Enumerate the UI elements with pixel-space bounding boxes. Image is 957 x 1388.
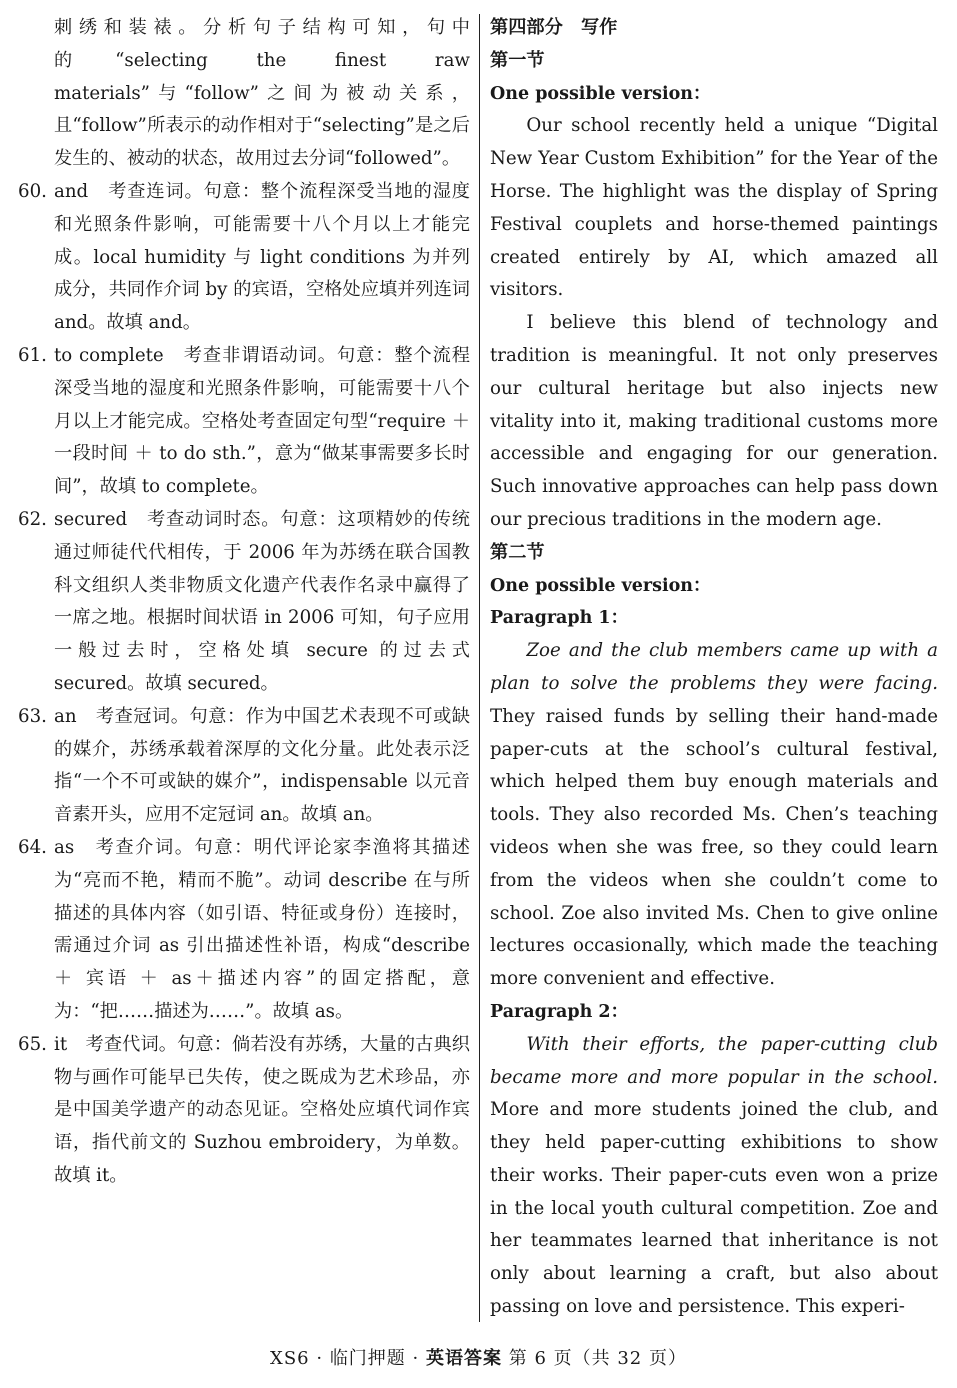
item-text: as 考查介词。句意：明代评论家李渔将其描述为“亮而不艳，精而不脆”。动词 describe 在与所描述的具体内容（如引语、特征或身份）连接时，需通过介词 as 引出描述性补语，构成“describe ＋ 宾语 ＋ as＋描述内容”的固定搭配，意为：“把……描述为……”。故填 as。	[54, 836, 470, 1022]
paragraph-2-label: Paragraph 2：	[490, 1001, 629, 1022]
paragraph-2	[490, 1029, 938, 1324]
answer-item-60	[18, 176, 470, 340]
paragraph-1-body: They raised funds by selling their hand-made paper-cuts at the school’s cultural festival, which helped them buy enough materials and tools. They also recorded Ms. Chen’s teaching videos when she was free, so they could learn from the videos when she couldn’t come to school. Zoe also invited Ms. Chen to give online lectures occasionally, which made the teaching more convenient and effective.	[490, 705, 938, 990]
right-column	[490, 12, 938, 1324]
item-text: secured 考查动词时态。句意：这项精妙的传统通过师徒代代相传，于 2006 年为苏绣在联合国教科文组织人类非物质文化遗产代表作名录中赢得了一席之地。根据时间状语 in 2006 可知，句子应用一般过去时，空格处填 secure 的过去式 secured。故填 secured。	[54, 508, 470, 694]
answer-item-62	[18, 504, 470, 701]
item-text: it 考查代词。句意：倘若没有苏绣，大量的古典织物与画作可能早已失传，使之既成为艺术珍品，亦是中国美学遗产的动态见证。空格处应填代词作宾语，指代前文的 Suzhou embroidery，为单数。故填 it。	[54, 1033, 470, 1186]
item-number: 60.	[18, 180, 47, 202]
item-number: 64.	[18, 836, 47, 858]
left-column	[18, 12, 470, 1193]
item-number: 62.	[18, 508, 47, 530]
answer-item-61	[18, 340, 470, 504]
item-number: 61.	[18, 344, 47, 366]
column-divider	[479, 14, 480, 1322]
part-title: 第四部分 写作	[490, 17, 618, 38]
item-number: 63.	[18, 705, 47, 727]
item-text: an 考查冠词。句意：作为中国艺术表现不可或缺的媒介，苏绣承载着深厚的文化分量。此处表示泛指“一个不可或缺的媒介”，indispensable 以元音音素开头，应用不定冠词 an。故填 an。	[54, 705, 470, 826]
paragraph-1-lead: Zoe and the club members came up with a plan to solve the problems they were facing.	[490, 640, 938, 694]
answer-item-65	[18, 1029, 470, 1193]
section-2-version-label: One possible version：	[490, 575, 711, 596]
answer-item-64	[18, 832, 470, 1029]
footer-series: 临门押题	[329, 1348, 406, 1369]
item-text: and 考查连词。句意：整个流程深受当地的湿度和光照条件影响，可能需要十八个月以上才能完成。local humidity 与 light conditions 为并列成分，共同作介词 by 的宾语，空格处应填并列连词 and。故填 and。	[54, 180, 470, 334]
section-1-title: 第一节	[490, 49, 545, 71]
paragraph-2-body: More and more students joined the club, and they held paper-cutting exhibitions to show their works. Their paper-cuts even won a prize in the local youth cultural competition. Zoe and her teammates learned that inheritance is not only about learning a craft, but also about passing on love and persistence. This experi-	[490, 1099, 938, 1318]
section-1-version-label: One possible version：	[490, 83, 711, 104]
paragraph-1	[490, 635, 938, 996]
item-59-continuation: 刺绣和装裱。分析句子结构可知，句中的“selecting the finest raw materials”与“follow”之间为被动关系，且“follow”所表示的动作相对于“selecting”是之后发生的、被动的状态，故用过去分词“followed”。	[54, 17, 470, 170]
footer-code: XS6	[270, 1348, 310, 1369]
footer-subject: 英语答案	[426, 1348, 502, 1369]
footer-page: 第 6 页（共 32 页）	[508, 1348, 687, 1369]
section-1-paragraph-2: I believe this blend of technology and tradition is meaningful. It not only preserves our cultural heritage but also injects new vitality into it, making traditional customs more accessible and engaging for our generation. Such innovative approaches can help pass down our precious traditions in the modern age.	[490, 312, 938, 530]
answer-item-63	[18, 701, 470, 832]
paragraph-2-lead: With their efforts, the paper-cutting club became more and more popular in the school.	[490, 1033, 938, 1088]
footer-dot: ·	[316, 1348, 330, 1369]
item-number: 65.	[18, 1033, 47, 1055]
section-2-title: 第二节	[490, 541, 545, 563]
page-footer	[0, 1344, 957, 1370]
item-text: to complete 考查非谓语动词。句意：整个流程深受当地的湿度和光照条件影响，可能需要十八个月以上才能完成。空格处考查固定句型“require ＋ 一段时间 ＋ to do sth.”，意为“做某事需要多长时间”，故填 to complete。	[54, 344, 470, 498]
section-1-paragraph-1: Our school recently held a unique “Digital New Year Custom Exhibition” for the Year of the Horse. The highlight was the display of Spring Festival couplets and horse-themed paintings created entirely by AI, which amazed all visitors.	[490, 115, 938, 301]
footer-dot: ·	[412, 1348, 426, 1369]
paragraph-1-label: Paragraph 1：	[490, 608, 629, 629]
